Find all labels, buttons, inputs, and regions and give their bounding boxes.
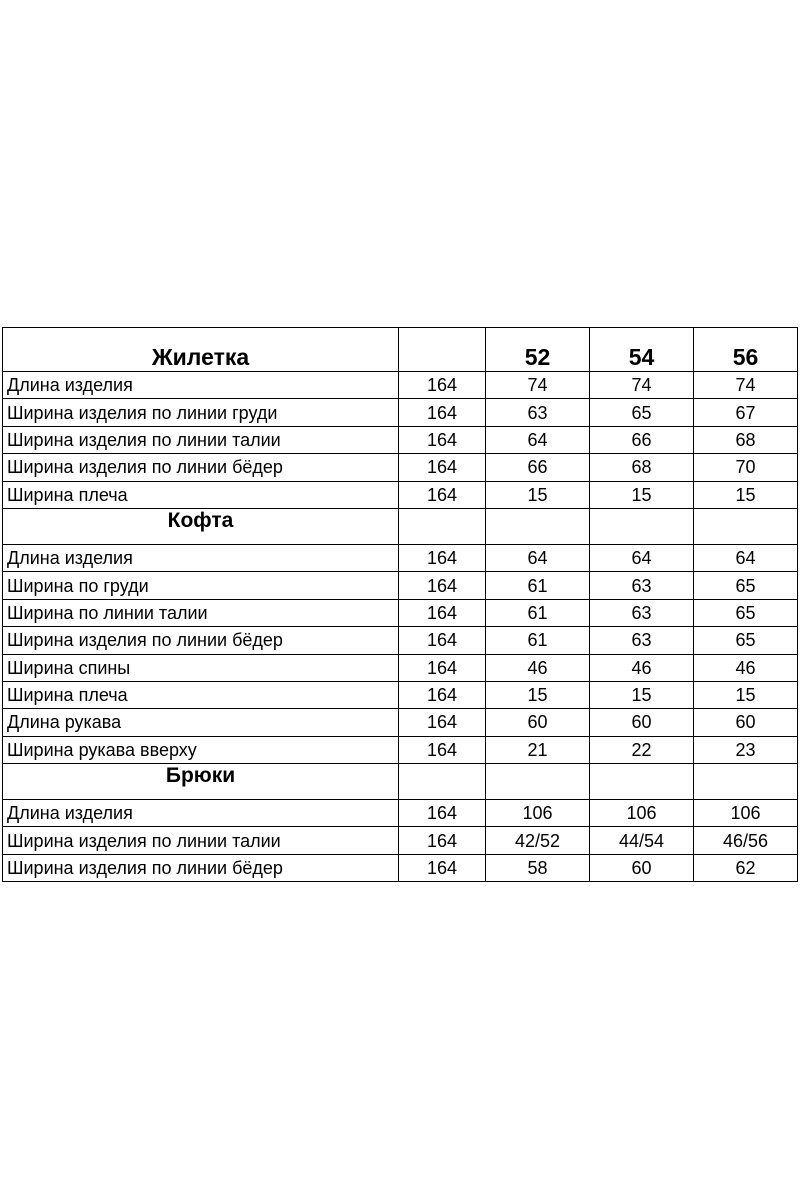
table-row	[3, 399, 798, 426]
size-value: 74	[486, 372, 590, 399]
size-value: 15	[694, 481, 798, 508]
measurement-label: Ширина плеча	[3, 681, 399, 708]
height-value: 164	[399, 454, 486, 481]
height-value: 164	[399, 800, 486, 827]
size-value: 63	[590, 599, 694, 626]
measurement-label: Ширина по груди	[3, 572, 399, 599]
height-value: 164	[399, 654, 486, 681]
table-row	[3, 736, 798, 763]
size-value: 64	[694, 544, 798, 571]
measurement-label: Длина изделия	[3, 544, 399, 571]
measurement-label: Ширина изделия по линии бёдер	[3, 627, 399, 654]
size-value: 61	[486, 572, 590, 599]
measurement-label: Ширина изделия по линии талии	[3, 827, 399, 854]
size-value: 46	[590, 654, 694, 681]
measurement-label: Ширина изделия по линии бёдер	[3, 854, 399, 881]
table-row	[3, 454, 798, 481]
size-header: 54	[590, 328, 694, 372]
height-value: 164	[399, 399, 486, 426]
table-row	[3, 827, 798, 854]
size-value: 63	[486, 399, 590, 426]
measurement-label: Ширина спины	[3, 654, 399, 681]
height-value: 164	[399, 572, 486, 599]
height-value: 164	[399, 372, 486, 399]
size-value: 64	[590, 544, 694, 571]
size-value: 74	[694, 372, 798, 399]
measurement-label: Ширина изделия по линии талии	[3, 426, 399, 453]
table-row	[3, 627, 798, 654]
size-value: 15	[590, 481, 694, 508]
section-title-row-vest	[3, 328, 798, 372]
table-row	[3, 426, 798, 453]
size-value: 66	[590, 426, 694, 453]
size-value: 15	[694, 681, 798, 708]
height-value: 164	[399, 426, 486, 453]
table-row	[3, 572, 798, 599]
section-title: Кофта	[3, 508, 399, 544]
section-title: Брюки	[3, 764, 399, 800]
measurement-label: Ширина плеча	[3, 481, 399, 508]
section-title-row-jacket	[3, 508, 798, 544]
size-value: 61	[486, 599, 590, 626]
size-value: 21	[486, 736, 590, 763]
size-header: 56	[694, 328, 798, 372]
height-value: 164	[399, 544, 486, 571]
height-value: 164	[399, 599, 486, 626]
empty-cell	[399, 508, 486, 544]
height-value: 164	[399, 736, 486, 763]
height-value: 164	[399, 709, 486, 736]
measurement-label: Длина изделия	[3, 800, 399, 827]
empty-cell	[486, 764, 590, 800]
size-value: 60	[590, 709, 694, 736]
size-value: 65	[694, 627, 798, 654]
height-value: 164	[399, 854, 486, 881]
size-value: 68	[590, 454, 694, 481]
measurement-label: Ширина рукава вверху	[3, 736, 399, 763]
table-row	[3, 800, 798, 827]
size-value: 67	[694, 399, 798, 426]
size-value: 22	[590, 736, 694, 763]
size-value: 15	[590, 681, 694, 708]
height-value: 164	[399, 481, 486, 508]
size-value: 42/52	[486, 827, 590, 854]
size-value: 64	[486, 544, 590, 571]
size-value: 64	[486, 426, 590, 453]
size-value: 44/54	[590, 827, 694, 854]
size-value: 65	[590, 399, 694, 426]
section-title: Жилетка	[3, 328, 399, 372]
measurement-label: Ширина изделия по линии груди	[3, 399, 399, 426]
measurement-label: Ширина изделия по линии бёдер	[3, 454, 399, 481]
measurement-label: Ширина по линии талии	[3, 599, 399, 626]
size-value: 46	[486, 654, 590, 681]
size-header: 52	[486, 328, 590, 372]
size-value: 66	[486, 454, 590, 481]
table-row	[3, 599, 798, 626]
empty-cell	[399, 764, 486, 800]
size-value: 106	[694, 800, 798, 827]
size-value: 58	[486, 854, 590, 881]
empty-cell	[590, 508, 694, 544]
size-value: 60	[694, 709, 798, 736]
size-value: 68	[694, 426, 798, 453]
size-value: 61	[486, 627, 590, 654]
empty-cell	[590, 764, 694, 800]
empty-cell	[486, 508, 590, 544]
size-value: 106	[486, 800, 590, 827]
size-value: 60	[486, 709, 590, 736]
height-value: 164	[399, 627, 486, 654]
height-value: 164	[399, 827, 486, 854]
size-value: 23	[694, 736, 798, 763]
empty-cell	[694, 508, 798, 544]
size-chart-table	[2, 327, 798, 882]
size-value: 70	[694, 454, 798, 481]
size-value: 46	[694, 654, 798, 681]
size-value: 62	[694, 854, 798, 881]
size-value: 106	[590, 800, 694, 827]
height-value: 164	[399, 681, 486, 708]
size-value: 15	[486, 681, 590, 708]
table-row	[3, 654, 798, 681]
empty-cell	[694, 764, 798, 800]
section-title-row-trousers	[3, 764, 798, 800]
size-value: 63	[590, 572, 694, 599]
size-value: 15	[486, 481, 590, 508]
size-value: 60	[590, 854, 694, 881]
measurement-label: Длина рукава	[3, 709, 399, 736]
table-row	[3, 372, 798, 399]
measurement-label: Длина изделия	[3, 372, 399, 399]
table-row	[3, 544, 798, 571]
size-value: 65	[694, 572, 798, 599]
table-row	[3, 854, 798, 881]
size-value: 46/56	[694, 827, 798, 854]
size-value: 65	[694, 599, 798, 626]
table-row	[3, 709, 798, 736]
size-value: 63	[590, 627, 694, 654]
table-row	[3, 481, 798, 508]
height-header	[399, 328, 486, 372]
size-value: 74	[590, 372, 694, 399]
table-row	[3, 681, 798, 708]
